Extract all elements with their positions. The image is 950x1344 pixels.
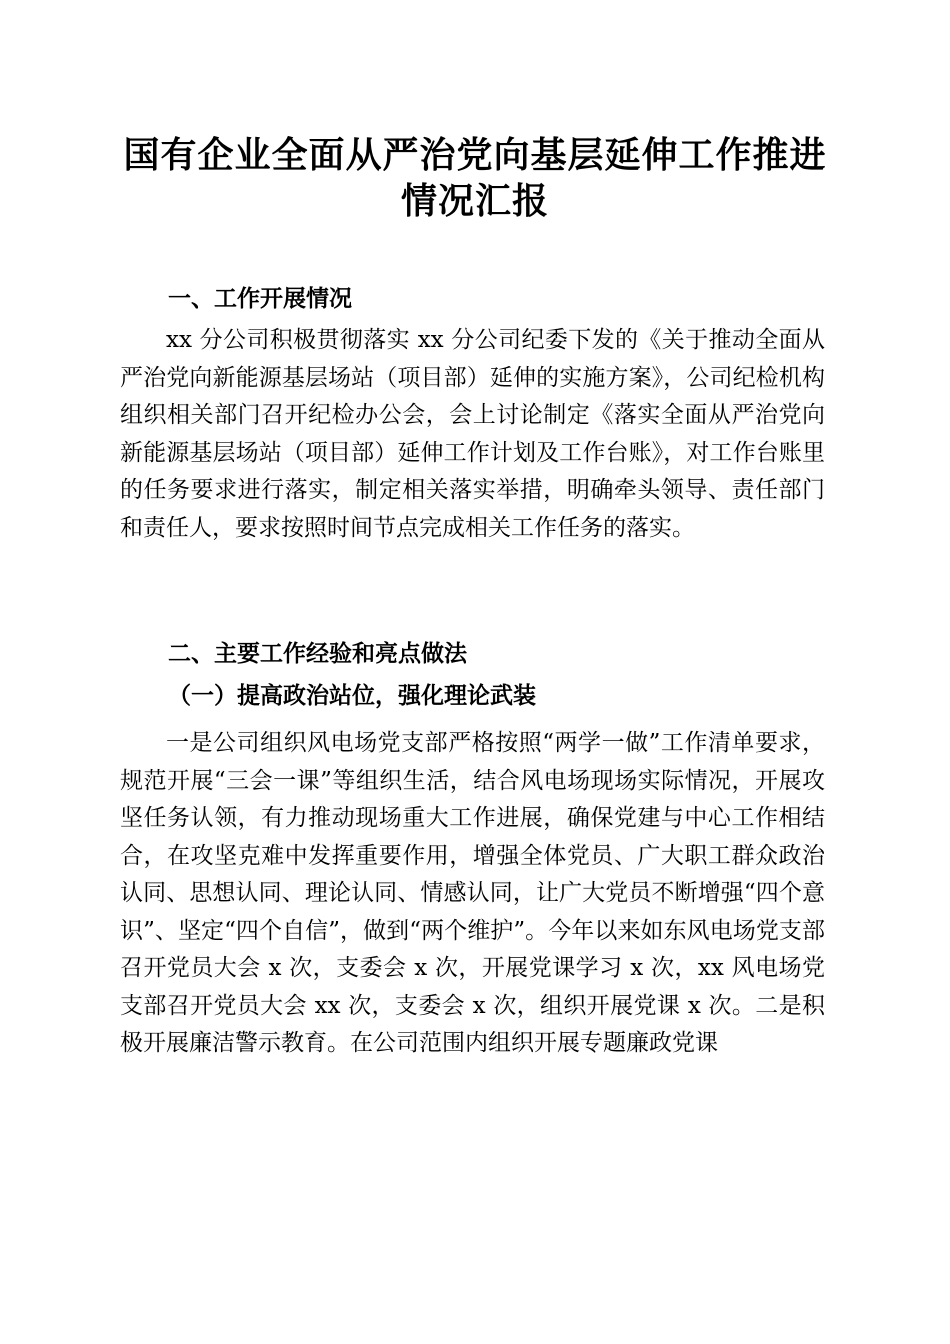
subsection-heading-political-standing: （一）提高政治站位，强化理论武装 — [168, 682, 536, 709]
section-heading-work-progress: 一、工作开展情况 — [168, 286, 352, 312]
paragraph-political-standing: 一是公司组织风电场党支部严格按照“两学一做”工作清单要求，规范开展“三会一课”等组织生活，结合风电场现场实际情况，开展攻坚任务认领，有力推动现场重大工作进展，确保党建与中心工作相结合，在攻坚克难中发挥重要作用，增强全体党员、广大职工群众政治认同、思想认同、理论认同、情感认同，让广大党员不断增强“四个意识”、坚定“四个自信”，做到“两个维护”。今年以来如东风电场党支部召开党员大会 x 次，支委会 x 次，开展党课学习 x 次，xx 风电场党支部召开党员大会 xx 次，支委会 x 次，组织开展党课 x 次。二是积极开展廉洁警示教育。在公司范围内组织开展专题廉政党课 — [120, 730, 825, 1056]
paragraph-work-progress: xx 分公司积极贯彻落实 xx 分公司纪委下发的《关于推动全面从严治党向新能源基层场站（项目部）延伸的实施方案》，公司纪检机构组织相关部门召开纪检办公会，会上讨论制定《落实全面从严治党向新能源基层场站（项目部）延伸工作计划及工作台账》，对工作台账里的任务要求进行落实，制定相关落实举措，明确牵头领导、责任部门和责任人，要求按照时间节点完成相关工作任务的落实。 — [120, 327, 825, 541]
document-title: 国有企业全面从严治党向基层延伸工作推进情况汇报 — [123, 134, 827, 222]
section-heading-experience: 二、主要工作经验和亮点做法 — [168, 641, 467, 667]
